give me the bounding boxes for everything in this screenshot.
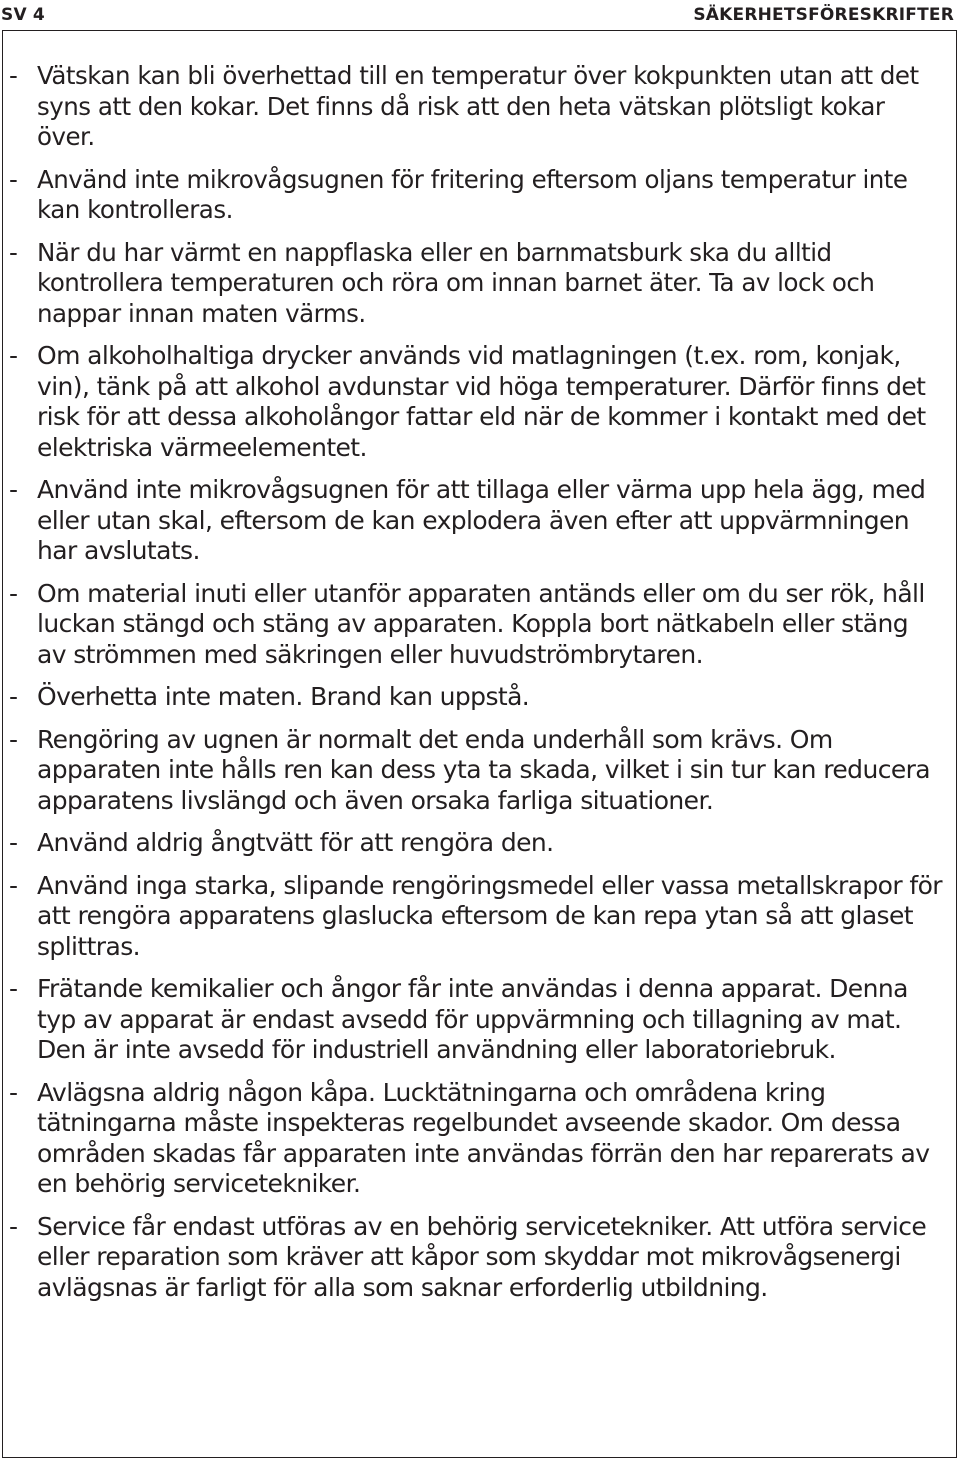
list-item — [9, 238, 944, 330]
list-item-text: Rengöring av ugnen är normalt det enda underhåll som krävs. Om apparaten inte hålls ren kan dess yta ta skada, vilket i sin tur kan reducera apparatens livslängd och även orsaka farliga situationer. — [37, 724, 931, 815]
list-item — [9, 725, 944, 817]
list-item-text: Frätande kemikalier och ångor får inte användas i denna apparat. Denna typ av apparat är endast avsedd för uppvärmning och tillagning av mat. Den är inte avsedd för industriell användning eller laboratoriebruk. — [37, 974, 908, 1064]
list-item-text: Vätskan kan bli överhettad till en temperatur över kokpunkten utan att det syns att den kokar. Det finns då risk att den heta vätskan plötsligt kokar över. — [37, 61, 919, 151]
list-item — [9, 682, 944, 713]
list-item — [9, 1212, 944, 1304]
bullet-dash: - — [9, 341, 18, 370]
list-item-text: Använd inte mikrovågsugnen för att tillaga eller värma upp hela ägg, med eller utan skal, eftersom de kan explodera även efter att uppvärmningen har avslutats. — [37, 475, 926, 565]
bullet-dash: - — [9, 1077, 18, 1107]
bullet-dash: - — [9, 974, 18, 1003]
bullet-dash: - — [9, 61, 18, 90]
list-item — [9, 341, 944, 463]
page-number: SV 4 — [1, 5, 45, 25]
bullet-dash: - — [9, 682, 18, 711]
list-item — [9, 61, 944, 153]
list-item-text: Service får endast utföras av en behörig servicetekniker. Att utföra service eller reparation som kräver att kåpor som skyddar mot mikrovågsenergi avlägsnas är farligt för alla som saknar erforderlig utbildning. — [37, 1211, 927, 1302]
content-frame — [2, 30, 957, 1458]
list-item-text: Om alkoholhaltiga drycker används vid matlagningen (t.ex. rom, konjak, vin), tänk på att alkohol avdunstar vid höga temperaturer. Därför finns det risk för att dessa alkoholångor fattar eld när de kommer i kontakt med det elektriska värmeelementet. — [37, 341, 926, 462]
list-item — [9, 974, 944, 1066]
list-item — [9, 1078, 944, 1200]
bullet-dash: - — [9, 828, 18, 857]
list-item — [9, 165, 944, 226]
list-item-text: Om material inuti eller utanför apparaten antänds eller om du ser rök, håll luckan stängd och stäng av apparaten. Koppla bort nätkabeln eller stäng av strömmen med säkringen eller huvudströmbrytaren. — [37, 578, 925, 669]
list-item-text: När du har värmt en nappflaska eller en barnmatsburk ska du alltid kontrollera temperaturen och röra om innan barnet äter. Ta av lock och nappar innan maten värms. — [37, 237, 875, 328]
bullet-dash: - — [9, 1211, 18, 1241]
list-item-text: Överhetta inte maten. Brand kan uppstå. — [37, 682, 530, 711]
list-item — [9, 579, 944, 671]
list-item-text: Använd inga starka, slipande rengöringsmedel eller vassa metallskrapor för att rengöra apparatens glaslucka eftersom de kan repa ytan så att glaset splittras. — [37, 870, 942, 961]
list-item — [9, 828, 944, 859]
list-item-text: Avlägsna aldrig någon kåpa. Lucktätningarna och områdena kring tätningarna måste inspekteras regelbundet avseende skador. Om dessa områden skadas får apparaten inte användas förrän den har reparerats av en behörig servicetekniker. — [37, 1077, 930, 1198]
safety-instructions-list — [9, 61, 944, 1315]
list-item — [9, 475, 944, 567]
bullet-dash: - — [9, 475, 18, 504]
list-item — [9, 871, 944, 963]
bullet-dash: - — [9, 578, 18, 608]
bullet-dash: - — [9, 237, 18, 267]
bullet-dash: - — [9, 870, 18, 900]
section-title: SÄKERHETSFÖRESKRIFTER — [693, 5, 954, 25]
list-item-text: Använd aldrig ångtvätt för att rengöra den. — [37, 828, 554, 857]
bullet-dash: - — [9, 164, 18, 194]
bullet-dash: - — [9, 724, 18, 754]
page-header — [0, 0, 960, 30]
list-item-text: Använd inte mikrovågsugnen för fritering eftersom oljans temperatur inte kan kontrolleras. — [37, 164, 908, 224]
